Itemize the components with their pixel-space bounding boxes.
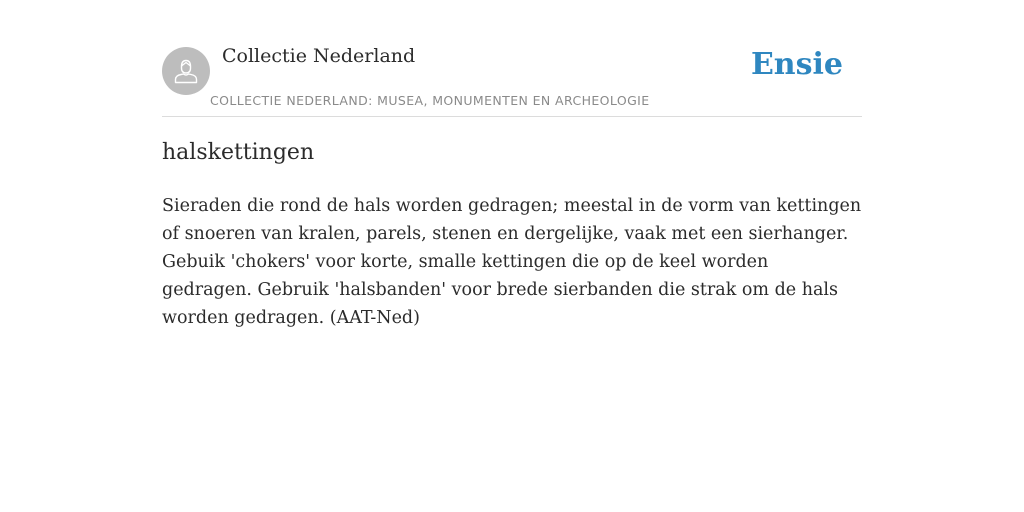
author-description: COLLECTIE NEDERLAND: MUSEA, MONUMENTEN EN ARCHEOLOGIE [210, 93, 650, 108]
author-avatar[interactable] [162, 47, 210, 95]
entry-definition: Sieraden die rond de hals worden gedragen; meestal in de vorm van kettingen of snoeren van kralen, parels, stenen en dergelijke, vaak met een sierhanger. Gebuik 'chokers' voor korte, smalle kettingen die op de keel worden gedragen. Gebruik 'halsbanden' voor brede sierbanden die strak om de hals worden gedragen. (AAT-Ned) [162, 196, 862, 328]
entry-card [162, 0, 862, 328]
entry-header [162, 0, 862, 117]
entry-term: halskettingen [162, 140, 315, 165]
author-name[interactable]: Collectie Nederland [222, 45, 416, 67]
ensie-logo-link[interactable]: Ensie [750, 47, 843, 82]
user-silhouette-icon [171, 56, 201, 86]
